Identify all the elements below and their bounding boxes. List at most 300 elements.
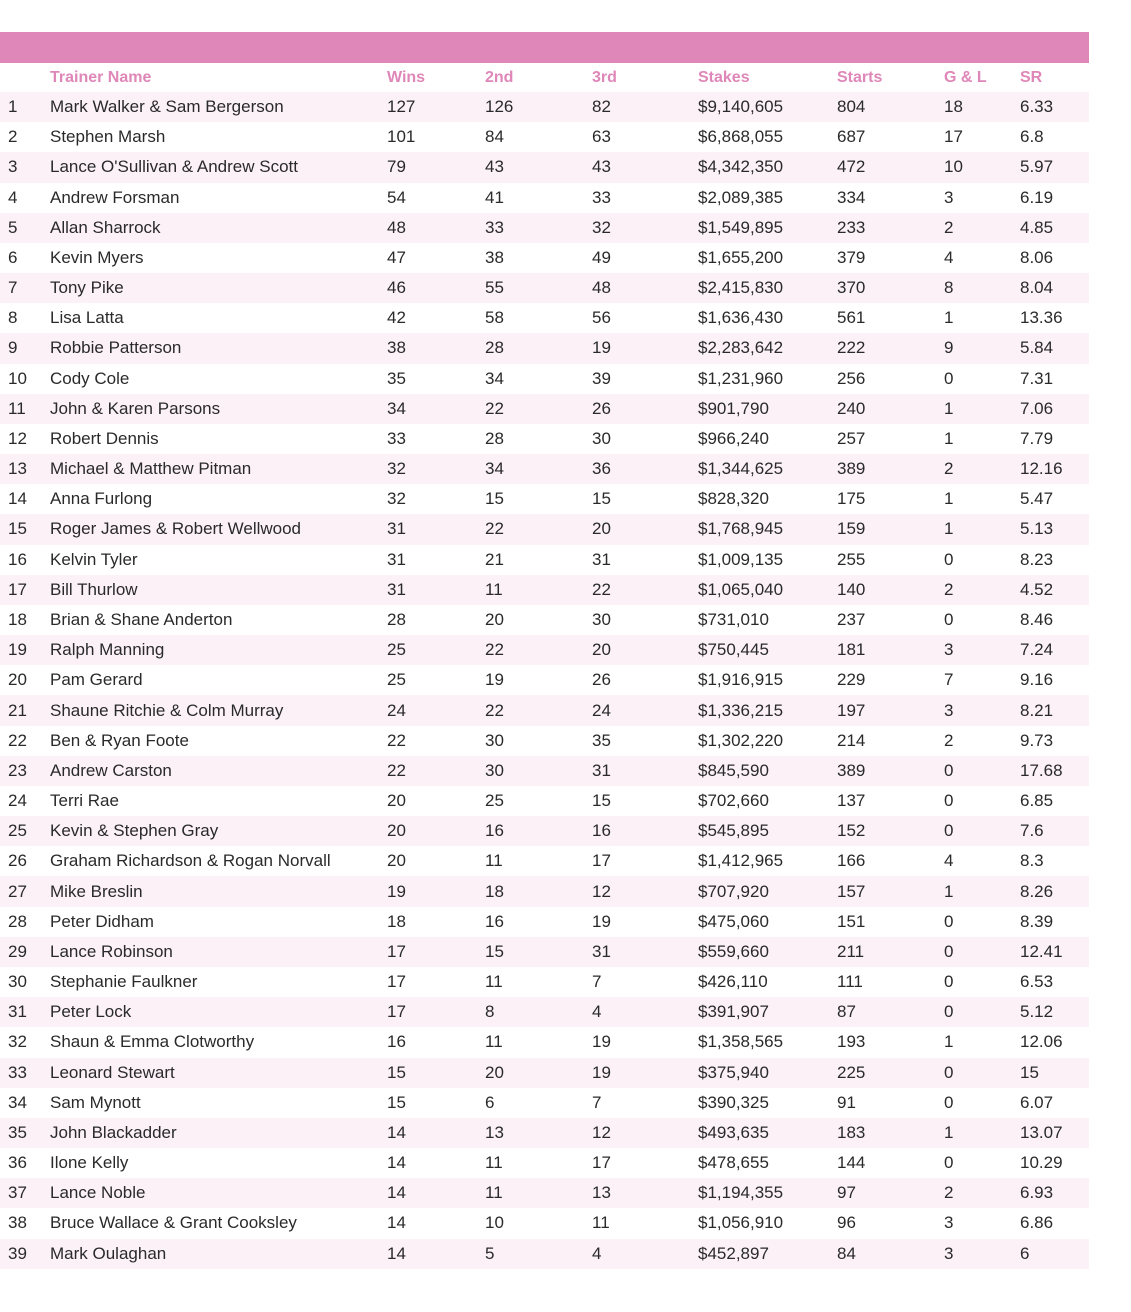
- rank-cell: 32: [0, 1027, 50, 1057]
- trainer-name-cell: Brian & Shane Anderton: [50, 605, 387, 635]
- trainer-name-cell: Graham Richardson & Rogan Norvall: [50, 846, 387, 876]
- starts-cell: 159: [837, 514, 944, 544]
- third-cell: 31: [592, 756, 698, 786]
- rank-cell: 10: [0, 364, 50, 394]
- gl-cell: 17: [944, 122, 1020, 152]
- rank-cell: 11: [0, 394, 50, 424]
- second-cell: 6: [485, 1088, 592, 1118]
- rank-cell: 20: [0, 665, 50, 695]
- table-row: [0, 575, 1089, 605]
- second-cell: 43: [485, 152, 592, 182]
- gl-cell: 0: [944, 816, 1020, 846]
- trainer-name-cell: Kevin & Stephen Gray: [50, 816, 387, 846]
- stakes-cell: $1,194,355: [698, 1178, 837, 1208]
- wins-cell: 20: [387, 786, 485, 816]
- third-cell: 19: [592, 1027, 698, 1057]
- stakes-cell: $1,655,200: [698, 243, 837, 273]
- stakes-cell: $1,412,965: [698, 846, 837, 876]
- third-cell: 20: [592, 635, 698, 665]
- third-cell: 12: [592, 876, 698, 906]
- sr-cell: 15: [1020, 1058, 1089, 1088]
- wins-cell: 79: [387, 152, 485, 182]
- gl-cell: 1: [944, 394, 1020, 424]
- rank-cell: 1: [0, 92, 50, 122]
- sr-cell: 6.8: [1020, 122, 1089, 152]
- starts-cell: 255: [837, 545, 944, 575]
- stakes-cell: $1,231,960: [698, 364, 837, 394]
- starts-cell: 370: [837, 273, 944, 303]
- wins-cell: 54: [387, 183, 485, 213]
- table-row: [0, 514, 1089, 544]
- gl-cell: 3: [944, 695, 1020, 725]
- third-cell: 13: [592, 1178, 698, 1208]
- gl-cell: 4: [944, 243, 1020, 273]
- wins-cell: 47: [387, 243, 485, 273]
- second-cell: 19: [485, 665, 592, 695]
- third-cell: 20: [592, 514, 698, 544]
- rank-cell: 33: [0, 1058, 50, 1088]
- rank-cell: 17: [0, 575, 50, 605]
- wins-cell: 19: [387, 876, 485, 906]
- trainer-name-cell: Mike Breslin: [50, 876, 387, 906]
- trainer-name-cell: Leonard Stewart: [50, 1058, 387, 1088]
- wins-cell: 28: [387, 605, 485, 635]
- table-row: [0, 213, 1089, 243]
- trainer-name-cell: Peter Didham: [50, 907, 387, 937]
- table-row: [0, 303, 1089, 333]
- rank-cell: 27: [0, 876, 50, 906]
- stakes-cell: $1,916,915: [698, 665, 837, 695]
- sr-cell: 12.16: [1020, 454, 1089, 484]
- stakes-cell: $1,768,945: [698, 514, 837, 544]
- trainer-name-cell: Sam Mynott: [50, 1088, 387, 1118]
- second-cell: 126: [485, 92, 592, 122]
- second-cell: 11: [485, 1178, 592, 1208]
- rank-cell: 22: [0, 726, 50, 756]
- starts-cell: 140: [837, 575, 944, 605]
- trainer-name-cell: Shaun & Emma Clotworthy: [50, 1027, 387, 1057]
- sr-cell: 8.26: [1020, 876, 1089, 906]
- sr-cell: 8.3: [1020, 846, 1089, 876]
- second-cell: 22: [485, 514, 592, 544]
- wins-cell: 14: [387, 1118, 485, 1148]
- starts-cell: 166: [837, 846, 944, 876]
- third-cell: 63: [592, 122, 698, 152]
- starts-cell: 237: [837, 605, 944, 635]
- rank-cell: 18: [0, 605, 50, 635]
- stakes-cell: $1,636,430: [698, 303, 837, 333]
- second-cell: 55: [485, 273, 592, 303]
- table-row: [0, 122, 1089, 152]
- second-cell: 16: [485, 816, 592, 846]
- col-gl-header: G & L: [944, 68, 987, 86]
- table-row: [0, 876, 1089, 906]
- third-cell: 31: [592, 545, 698, 575]
- table-row: [0, 695, 1089, 725]
- col-stakes-header: Stakes: [698, 68, 750, 86]
- second-cell: 28: [485, 424, 592, 454]
- col-sr-header: SR: [1020, 68, 1043, 86]
- second-cell: 20: [485, 1058, 592, 1088]
- wins-cell: 17: [387, 967, 485, 997]
- third-cell: 32: [592, 213, 698, 243]
- rank-cell: 12: [0, 424, 50, 454]
- table-row: [0, 967, 1089, 997]
- col-rank-header: [0, 63, 50, 92]
- wins-cell: 22: [387, 726, 485, 756]
- table-row: [0, 273, 1089, 303]
- rank-cell: 36: [0, 1148, 50, 1178]
- rank-cell: 6: [0, 243, 50, 273]
- stakes-cell: $2,415,830: [698, 273, 837, 303]
- gl-cell: 2: [944, 575, 1020, 605]
- table-row: [0, 92, 1089, 122]
- stakes-cell: $391,907: [698, 997, 837, 1027]
- gl-cell: 2: [944, 454, 1020, 484]
- wins-cell: 31: [387, 545, 485, 575]
- trainer-name-cell: Bruce Wallace & Grant Cooksley: [50, 1208, 387, 1238]
- col-wins-header: Wins: [387, 68, 426, 86]
- stakes-cell: $4,342,350: [698, 152, 837, 182]
- sr-cell: 7.06: [1020, 394, 1089, 424]
- wins-cell: 33: [387, 424, 485, 454]
- third-cell: 26: [592, 665, 698, 695]
- third-cell: 48: [592, 273, 698, 303]
- third-cell: 12: [592, 1118, 698, 1148]
- stakes-cell: $1,549,895: [698, 213, 837, 243]
- table-row: [0, 1208, 1089, 1238]
- third-cell: 82: [592, 92, 698, 122]
- sr-cell: 4.85: [1020, 213, 1089, 243]
- rank-cell: 2: [0, 122, 50, 152]
- table-row: [0, 1148, 1089, 1178]
- starts-cell: 183: [837, 1118, 944, 1148]
- table-row: [0, 183, 1089, 213]
- stakes-cell: $375,940: [698, 1058, 837, 1088]
- table-row: [0, 333, 1089, 363]
- second-cell: 16: [485, 907, 592, 937]
- stakes-cell: $845,590: [698, 756, 837, 786]
- starts-cell: 137: [837, 786, 944, 816]
- table-row: [0, 756, 1089, 786]
- starts-cell: 229: [837, 665, 944, 695]
- wins-cell: 14: [387, 1208, 485, 1238]
- starts-cell: 389: [837, 756, 944, 786]
- gl-cell: 2: [944, 1178, 1020, 1208]
- wins-cell: 20: [387, 846, 485, 876]
- table-row: [0, 454, 1089, 484]
- sr-cell: 9.16: [1020, 665, 1089, 695]
- starts-cell: 87: [837, 997, 944, 1027]
- table-row: [0, 816, 1089, 846]
- rank-cell: 31: [0, 997, 50, 1027]
- sr-cell: 12.06: [1020, 1027, 1089, 1057]
- table-row: [0, 726, 1089, 756]
- second-cell: 18: [485, 876, 592, 906]
- third-cell: 19: [592, 1058, 698, 1088]
- wins-cell: 22: [387, 756, 485, 786]
- trainer-name-cell: Lance Robinson: [50, 937, 387, 967]
- wins-cell: 48: [387, 213, 485, 243]
- wins-cell: 17: [387, 937, 485, 967]
- table-row: [0, 364, 1089, 394]
- sr-cell: 6.86: [1020, 1208, 1089, 1238]
- trainer-name-cell: Tony Pike: [50, 273, 387, 303]
- rank-cell: 28: [0, 907, 50, 937]
- sr-cell: 5.12: [1020, 997, 1089, 1027]
- second-cell: 25: [485, 786, 592, 816]
- second-cell: 11: [485, 846, 592, 876]
- third-cell: 15: [592, 786, 698, 816]
- stakes-cell: $478,655: [698, 1148, 837, 1178]
- table-row: [0, 937, 1089, 967]
- stakes-cell: $828,320: [698, 484, 837, 514]
- sr-cell: 6.33: [1020, 92, 1089, 122]
- second-cell: 11: [485, 1027, 592, 1057]
- trainer-name-cell: Lance Noble: [50, 1178, 387, 1208]
- second-cell: 30: [485, 726, 592, 756]
- second-cell: 34: [485, 364, 592, 394]
- wins-cell: 32: [387, 454, 485, 484]
- rank-cell: 25: [0, 816, 50, 846]
- wins-cell: 17: [387, 997, 485, 1027]
- sr-cell: 10.29: [1020, 1148, 1089, 1178]
- wins-cell: 16: [387, 1027, 485, 1057]
- starts-cell: 240: [837, 394, 944, 424]
- sr-cell: 5.13: [1020, 514, 1089, 544]
- stakes-cell: $750,445: [698, 635, 837, 665]
- sr-cell: 4.52: [1020, 575, 1089, 605]
- table-row: [0, 1118, 1089, 1148]
- rank-cell: 30: [0, 967, 50, 997]
- stakes-cell: $1,336,215: [698, 695, 837, 725]
- second-cell: 41: [485, 183, 592, 213]
- rank-cell: 29: [0, 937, 50, 967]
- stakes-cell: $901,790: [698, 394, 837, 424]
- gl-cell: 0: [944, 786, 1020, 816]
- gl-cell: 0: [944, 605, 1020, 635]
- table-row: [0, 484, 1089, 514]
- trainer-name-cell: Andrew Carston: [50, 756, 387, 786]
- starts-cell: 214: [837, 726, 944, 756]
- sr-cell: 5.84: [1020, 333, 1089, 363]
- col-third-header: 3rd: [592, 68, 617, 86]
- table-row: [0, 635, 1089, 665]
- trainer-name-cell: Ilone Kelly: [50, 1148, 387, 1178]
- starts-cell: 197: [837, 695, 944, 725]
- second-cell: 11: [485, 1148, 592, 1178]
- trainer-name-cell: Pam Gerard: [50, 665, 387, 695]
- trainer-name-cell: Terri Rae: [50, 786, 387, 816]
- second-cell: 30: [485, 756, 592, 786]
- stakes-cell: $731,010: [698, 605, 837, 635]
- trainer-name-cell: Michael & Matthew Pitman: [50, 454, 387, 484]
- table-header: [0, 63, 1089, 92]
- trainer-name-cell: Peter Lock: [50, 997, 387, 1027]
- second-cell: 11: [485, 967, 592, 997]
- starts-cell: 222: [837, 333, 944, 363]
- third-cell: 19: [592, 333, 698, 363]
- gl-cell: 2: [944, 213, 1020, 243]
- third-cell: 4: [592, 1239, 698, 1269]
- starts-cell: 96: [837, 1208, 944, 1238]
- rank-cell: 24: [0, 786, 50, 816]
- col-second-header: 2nd: [485, 68, 514, 86]
- stakes-cell: $9,140,605: [698, 92, 837, 122]
- rank-cell: 19: [0, 635, 50, 665]
- rank-cell: 4: [0, 183, 50, 213]
- sr-cell: 7.24: [1020, 635, 1089, 665]
- third-cell: 11: [592, 1208, 698, 1238]
- rank-cell: 3: [0, 152, 50, 182]
- col-trainer-name-header: Trainer Name: [50, 68, 152, 86]
- gl-cell: 0: [944, 1058, 1020, 1088]
- second-cell: 84: [485, 122, 592, 152]
- rank-cell: 23: [0, 756, 50, 786]
- stakes-cell: $1,358,565: [698, 1027, 837, 1057]
- sr-cell: 8.21: [1020, 695, 1089, 725]
- stakes-cell: $559,660: [698, 937, 837, 967]
- starts-cell: 175: [837, 484, 944, 514]
- wins-cell: 101: [387, 122, 485, 152]
- stakes-cell: $475,060: [698, 907, 837, 937]
- gl-cell: 9: [944, 333, 1020, 363]
- gl-cell: 0: [944, 997, 1020, 1027]
- gl-cell: 8: [944, 273, 1020, 303]
- gl-cell: 1: [944, 484, 1020, 514]
- gl-cell: 0: [944, 967, 1020, 997]
- sr-cell: 6.85: [1020, 786, 1089, 816]
- table-row: [0, 605, 1089, 635]
- stakes-cell: $702,660: [698, 786, 837, 816]
- starts-cell: 91: [837, 1088, 944, 1118]
- gl-cell: 0: [944, 1148, 1020, 1178]
- rank-cell: 9: [0, 333, 50, 363]
- trainer-name-cell: John & Karen Parsons: [50, 394, 387, 424]
- third-cell: 24: [592, 695, 698, 725]
- starts-cell: 389: [837, 454, 944, 484]
- sr-cell: 6.53: [1020, 967, 1089, 997]
- trainer-name-cell: John Blackadder: [50, 1118, 387, 1148]
- table-row: [0, 907, 1089, 937]
- second-cell: 34: [485, 454, 592, 484]
- table-row: [0, 786, 1089, 816]
- table-row: [0, 424, 1089, 454]
- rank-cell: 15: [0, 514, 50, 544]
- trainer-name-cell: Shaune Ritchie & Colm Murray: [50, 695, 387, 725]
- starts-cell: 193: [837, 1027, 944, 1057]
- third-cell: 49: [592, 243, 698, 273]
- table-row: [0, 1178, 1089, 1208]
- third-cell: 4: [592, 997, 698, 1027]
- second-cell: 22: [485, 695, 592, 725]
- trainer-name-cell: Stephanie Faulkner: [50, 967, 387, 997]
- wins-cell: 38: [387, 333, 485, 363]
- trainer-name-cell: Kelvin Tyler: [50, 545, 387, 575]
- third-cell: 36: [592, 454, 698, 484]
- stakes-cell: $1,009,135: [698, 545, 837, 575]
- starts-cell: 225: [837, 1058, 944, 1088]
- third-cell: 26: [592, 394, 698, 424]
- gl-cell: 0: [944, 907, 1020, 937]
- wins-cell: 14: [387, 1178, 485, 1208]
- second-cell: 21: [485, 545, 592, 575]
- third-cell: 16: [592, 816, 698, 846]
- wins-cell: 42: [387, 303, 485, 333]
- starts-cell: 97: [837, 1178, 944, 1208]
- starts-cell: 687: [837, 122, 944, 152]
- starts-cell: 257: [837, 424, 944, 454]
- trainer-name-cell: Roger James & Robert Wellwood: [50, 514, 387, 544]
- wins-cell: 46: [387, 273, 485, 303]
- stakes-cell: $2,089,385: [698, 183, 837, 213]
- sr-cell: 9.73: [1020, 726, 1089, 756]
- sr-cell: 13.07: [1020, 1118, 1089, 1148]
- trainer-name-cell: Lisa Latta: [50, 303, 387, 333]
- sr-cell: 5.97: [1020, 152, 1089, 182]
- sr-cell: 6: [1020, 1239, 1089, 1269]
- second-cell: 22: [485, 394, 592, 424]
- col-starts-header: Starts: [837, 68, 883, 86]
- wins-cell: 14: [387, 1239, 485, 1269]
- trainer-name-cell: Anna Furlong: [50, 484, 387, 514]
- rank-cell: 13: [0, 454, 50, 484]
- second-cell: 22: [485, 635, 592, 665]
- starts-cell: 84: [837, 1239, 944, 1269]
- gl-cell: 1: [944, 1027, 1020, 1057]
- trainer-standings-table: [0, 63, 1089, 1269]
- gl-cell: 0: [944, 545, 1020, 575]
- wins-cell: 25: [387, 665, 485, 695]
- wins-cell: 34: [387, 394, 485, 424]
- third-cell: 30: [592, 605, 698, 635]
- gl-cell: 0: [944, 756, 1020, 786]
- sr-cell: 7.31: [1020, 364, 1089, 394]
- third-cell: 43: [592, 152, 698, 182]
- stakes-cell: $1,344,625: [698, 454, 837, 484]
- third-cell: 15: [592, 484, 698, 514]
- wins-cell: 15: [387, 1088, 485, 1118]
- wins-cell: 18: [387, 907, 485, 937]
- rank-cell: 21: [0, 695, 50, 725]
- sr-cell: 8.23: [1020, 545, 1089, 575]
- third-cell: 30: [592, 424, 698, 454]
- trainer-name-cell: Ralph Manning: [50, 635, 387, 665]
- sr-cell: 13.36: [1020, 303, 1089, 333]
- table-row: [0, 846, 1089, 876]
- wins-cell: 14: [387, 1148, 485, 1178]
- second-cell: 38: [485, 243, 592, 273]
- stakes-cell: $1,302,220: [698, 726, 837, 756]
- table-row: [0, 394, 1089, 424]
- second-cell: 28: [485, 333, 592, 363]
- third-cell: 17: [592, 1148, 698, 1178]
- second-cell: 58: [485, 303, 592, 333]
- rank-cell: 35: [0, 1118, 50, 1148]
- trainer-name-cell: Robbie Patterson: [50, 333, 387, 363]
- table-row: [0, 545, 1089, 575]
- trainer-name-cell: Ben & Ryan Foote: [50, 726, 387, 756]
- rank-cell: 16: [0, 545, 50, 575]
- wins-cell: 32: [387, 484, 485, 514]
- trainer-name-cell: Kevin Myers: [50, 243, 387, 273]
- trainer-name-cell: Mark Walker & Sam Bergerson: [50, 92, 387, 122]
- starts-cell: 157: [837, 876, 944, 906]
- gl-cell: 3: [944, 183, 1020, 213]
- table-row: [0, 997, 1089, 1027]
- third-cell: 22: [592, 575, 698, 605]
- sr-cell: 5.47: [1020, 484, 1089, 514]
